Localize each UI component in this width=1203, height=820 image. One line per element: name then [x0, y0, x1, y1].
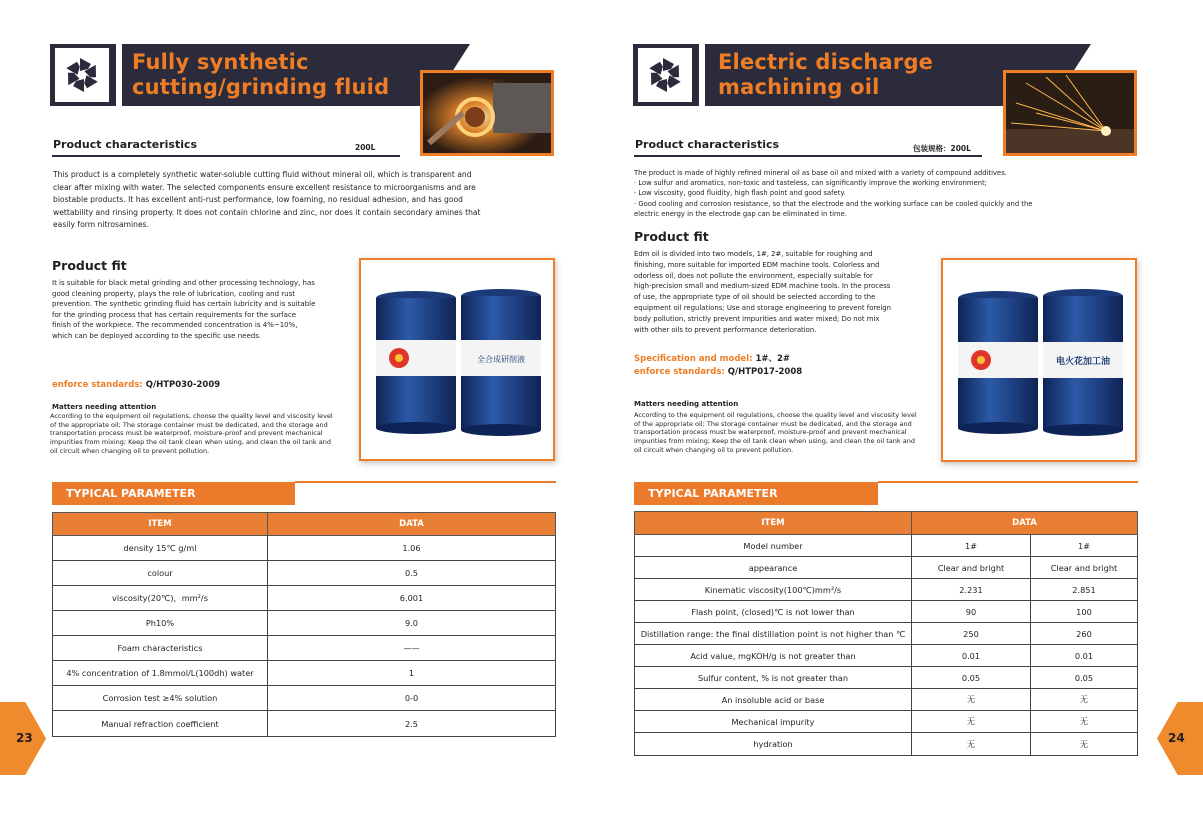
standards-line: [634, 367, 802, 377]
characteristics-heading: Product characteristics: [635, 138, 780, 151]
table-row: Manual refraction coefficient 2.5: [53, 711, 556, 737]
table-row: Flash point, (closed)℃ is not lower than 90 100: [635, 601, 1138, 623]
title-line-1: Fully synthetic: [132, 50, 309, 74]
param-line: [295, 481, 556, 483]
banner-divider: [116, 44, 122, 106]
table-row: An insoluble acid or base 无 无: [635, 689, 1138, 711]
table-row: Corrosion test ≥4% solution 0-0: [53, 686, 556, 711]
brand-logo: [55, 48, 109, 102]
table-row: Ph10% 9.0: [53, 611, 556, 636]
drum-label: 全合成研削液: [477, 355, 525, 364]
fit-text: It is suitable for black metal grinding and other processing technology, has good cleaning property, plays the role of lubrication, cooling and rust prevention. The synthetic grinding fluid has certain lubricity and is suitable for the grinding process that has certain requirements for the surface finish of the workpiece. The recommended concentration is 4%~10%, which can be deployed according to the specific use needs.: [52, 279, 316, 340]
standards-label: enforce standards:: [634, 367, 725, 377]
table-row: Model number 1# 1#: [635, 535, 1138, 557]
page-title: [718, 50, 933, 100]
pinwheel-logo-icon: [55, 48, 109, 102]
standards-line: [52, 380, 220, 390]
table-row: Acid value, mgKOH/g is not greater than 0.01 0.01: [635, 645, 1138, 667]
parameter-table: [634, 511, 1138, 756]
title-line-1: Electric discharge: [718, 50, 934, 74]
attention-text: According to the equipment oil regulations, choose the quality level and viscosity level of the appropriate oil; The storage container must be dedicated, and the storage and transportation process must be waterproof, moisture-proof and prevent mechanical impurities from mixing; Keep the oil tank clean when using, and clean the oil tank and oil circuit when changing oil to prevent pollution.: [634, 411, 917, 454]
standards-value: Q/HTP017-2008: [727, 367, 803, 377]
fit-heading: Product fit: [52, 258, 127, 273]
oil-drums: [361, 260, 553, 459]
package-spec: 200L: [355, 143, 376, 152]
typical-parameter-bar: TYPICAL PARAMETER: [52, 482, 295, 505]
standards-value: Q/HTP030-2009: [145, 380, 221, 390]
product-drums-image: [359, 258, 555, 461]
grinding-photo: [420, 70, 554, 156]
fit-text: Edm oil is divided into two models, 1#, 2#, suitable for roughing and finishing, more suitable for imported EDM machine tools. Colorless and odorless oil, does not pollute the environment, especially suitable for high-precision small and medium-sized EDM machine tools. In the process of use, the appropriate type of oil should be selected according to the equipment oil regulations; Use and storage engineering to prevent foreign body pollution, strictly prevent impurities and water mixed; Do not mix with other oils to prevent performance deterioration.: [634, 250, 892, 334]
standards-label: enforce standards:: [52, 380, 143, 390]
table-row: Mechanical impurity 无 无: [635, 711, 1138, 733]
attention-text: According to the equipment oil regulations, choose the quality level and viscosity level of the appropriate oil; The storage container must be dedicated, and the storage and transportation process must be waterproof, moisture-proof and prevent mechanical impurities from mixing; Keep the oil tank clean when using, and clean the oil tank and oil circuit when changing oil to prevent pollution.: [50, 412, 333, 455]
title-line-2: cutting/grinding fluid: [132, 75, 390, 99]
col-data: DATA: [912, 512, 1138, 535]
spec-line: [634, 352, 790, 364]
title-line-2: machining oil: [718, 75, 880, 99]
page-number: 23: [16, 731, 33, 745]
heading-underline: [52, 155, 400, 157]
banner-divider: [699, 44, 705, 106]
oil-drums: [943, 260, 1135, 460]
pinwheel-logo-icon: [638, 48, 692, 102]
characteristics-heading: Product characteristics: [53, 138, 198, 151]
table-row: 4% concentration of 1.8mmol/L(100dh) water 1: [53, 661, 556, 686]
parameter-table: [52, 512, 556, 737]
sparks-photo: [1003, 70, 1137, 156]
table-row: hydration 无 无: [635, 733, 1138, 756]
heading-underline: [634, 155, 982, 157]
col-item: ITEM: [635, 512, 912, 535]
right-page: [602, 0, 1203, 820]
drum-label: 电火花加工油: [1055, 357, 1111, 367]
table-row: density 15℃ g/ml 1.06: [53, 536, 556, 561]
spec-label: Specification and model:: [634, 354, 753, 364]
table-row: colour 0.5: [53, 561, 556, 586]
sparks-image: [1006, 73, 1134, 153]
table-row: Kinematic viscosity(100℃)mm²/s 2.231 2.851: [635, 579, 1138, 601]
package-spec: 包装规格：200L: [913, 144, 971, 153]
grinding-wheel-image: [423, 73, 551, 153]
col-data: DATA: [268, 513, 556, 536]
typical-parameter-bar: TYPICAL PARAMETER: [634, 482, 878, 505]
characteristics-text: This product is a completely synthetic water-soluble cutting fluid without mineral oil, which is transparent and clear after mixing with water. The selected components ensure excellent resistance to microorganisms and are biostable products. It has excellent anti-rust performance, low foaming, no residual adhesion, and has good wettability and rinsing property. It does not contain chlorine and zinc, nor does it contain secondary amines that easily form nitrosamines.: [53, 170, 481, 230]
product-drums-image: [941, 258, 1137, 462]
characteristics-text: The product is made of highly refined mineral oil as base oil and mixed with a variety of compound additives. · Low sulfur and aromatics, non-toxic and tasteless, can significantly improve the working environment; · Low viscosity, good fluidity, high flash point and good safety. · Good cooling and corrosion resistance, so that the electrode and the working surface can be cooled quickly and the electric energy in the electrode gap can be eliminated in time.: [634, 169, 1033, 218]
col-item: ITEM: [53, 513, 268, 536]
fit-heading: Product fit: [634, 229, 709, 244]
spec-value: 1#、2#: [755, 354, 791, 364]
table-row: Foam characteristics ——: [53, 636, 556, 661]
attention-heading: Matters needing attention: [634, 400, 739, 408]
table-row: appearance Clear and bright Clear and bright: [635, 557, 1138, 579]
table-row: Distillation range: the final distillation point is not higher than ℃ 250 260: [635, 623, 1138, 645]
table-row: Sulfur content, % is not greater than 0.05 0.05: [635, 667, 1138, 689]
page-title: [132, 50, 389, 100]
param-line: [878, 481, 1138, 483]
left-page: [0, 0, 601, 820]
page-number: 24: [1168, 731, 1185, 745]
brand-logo: [638, 48, 692, 102]
attention-heading: Matters needing attention: [52, 403, 157, 411]
table-row: viscosity(20℃)，mm²/s 6.001: [53, 586, 556, 611]
